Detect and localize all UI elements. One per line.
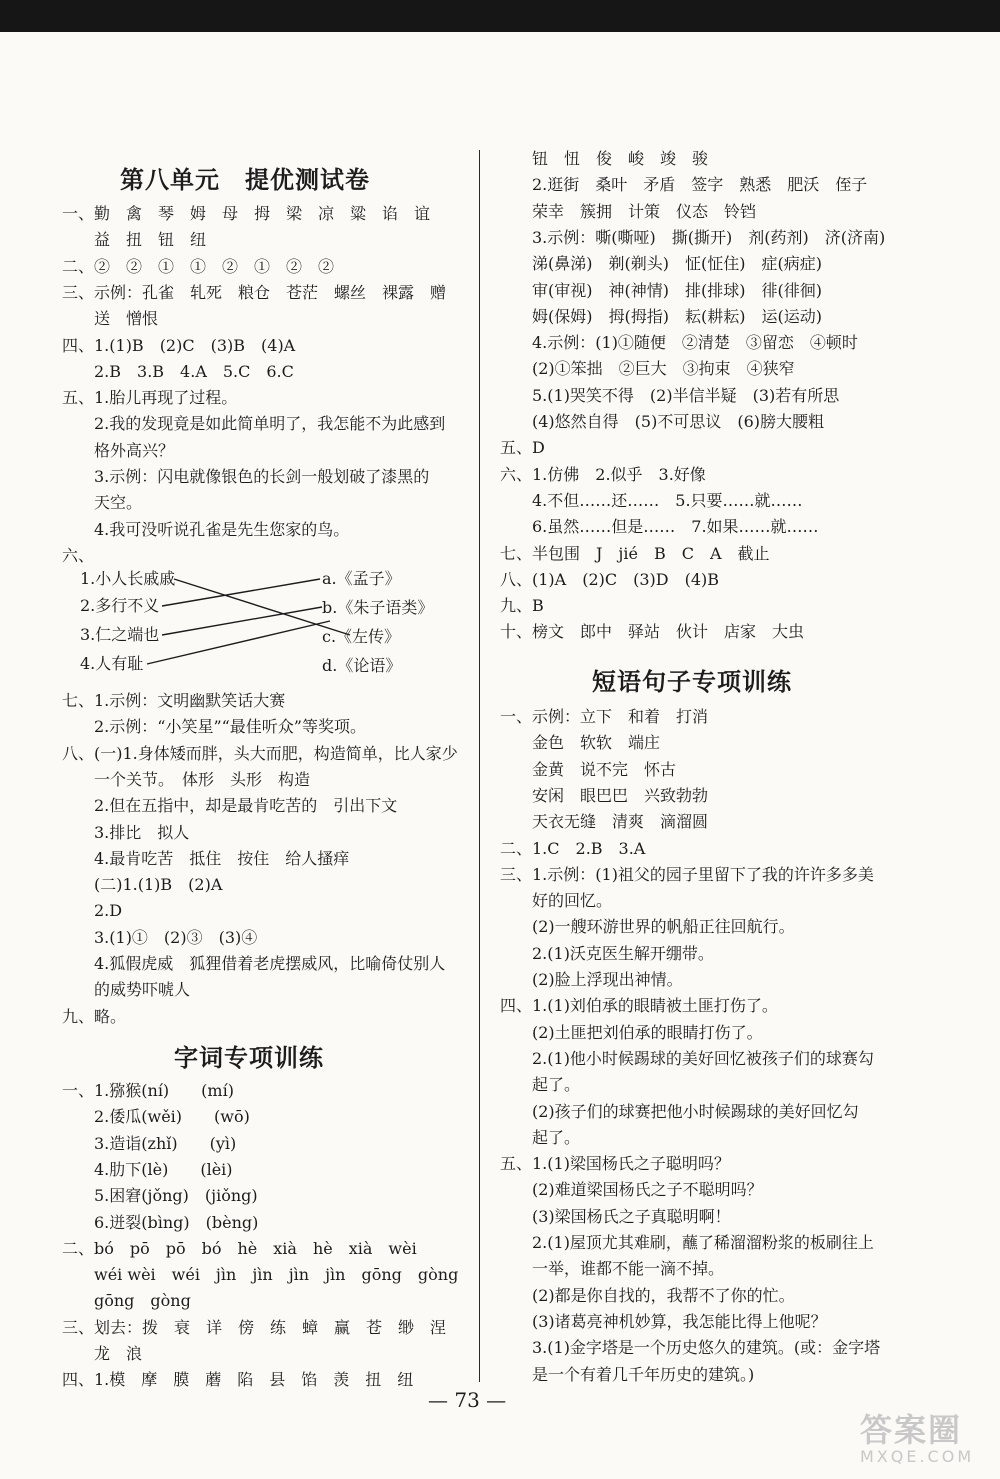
answer-line: (2)都是你自找的，我帮不了你的忙。 [500, 1285, 795, 1305]
answer-line: 四、1.(1)B (2)C (3)B (4)A [62, 335, 296, 355]
answer-line: 一、勤 禽 琴 姆 母 拇 梁 凉 粱 谄 谊 [62, 204, 431, 223]
answer-line: 3.排比 拟人 [62, 822, 190, 842]
answer-line: 格外高兴？ [62, 440, 175, 460]
answer-line: (2)脸上浮现出神情。 [500, 970, 683, 989]
answer-line: 二、② ② ① ① ② ① ② ② [62, 256, 335, 276]
matching-exercise [62, 565, 472, 685]
answer-line: 一、1.猕猴(ní) (mí) [62, 1081, 234, 1100]
answer-line: (2)孩子们的球赛把他小时候踢球的美好回忆勾 [500, 1101, 859, 1121]
match-left-item: 4.人有耻 [80, 654, 144, 673]
page-number: — 73 — [428, 1388, 507, 1412]
answer-line: (4)悠然自得 (5)不可思议 (6)膀大腰粗 [500, 412, 824, 431]
answer-line: 审(审视) 神(神情) 排(排球) 徘(徘徊) [500, 280, 822, 300]
answer-line: 三、划去：拨 衰 详 傍 练 蟑 赢 苍 缈 涅 [62, 1317, 447, 1337]
answer-line: 四、1.(1)刘伯承的眼睛被土匪打伤了。 [500, 996, 778, 1016]
section-heading-phrase-training: 短语句子专项训练 [592, 668, 792, 696]
answer-line: 4.我可没听说孔雀是先生您家的鸟。 [62, 519, 350, 539]
watermark-url: MXQE.COM [860, 1447, 975, 1466]
answer-line: 5.(1)哭笑不得 (2)半信半疑 (3)若有所思 [500, 385, 840, 405]
answer-line: 4.不但……还…… 5.只要……就…… [500, 490, 803, 510]
top-border-bar [0, 0, 1000, 32]
answer-line: 九、略。 [62, 1006, 127, 1026]
answer-line: (2)一艘环游世界的帆船正往回航行。 [500, 917, 795, 937]
answer-line: 八、(1)A (2)C (3)D (4)B [500, 569, 720, 589]
match-left-item: 2.多行不义 [80, 596, 160, 615]
answer-line: 金色 软软 端庄 [500, 733, 661, 753]
answer-line: 2.倭瓜(wěi) (wō) [62, 1107, 250, 1127]
answer-line: (二)1.(1)B (2)A [62, 875, 223, 895]
answer-line: 2.我的发现竟是如此简单明了，我怎能不为此感到 [62, 414, 446, 434]
section-heading-unit8: 第八单元 提优测试卷 [120, 166, 370, 194]
answer-line: gōng gòng [62, 1291, 191, 1311]
answer-line: (3)诸葛亮神机妙算，我怎能比得上他呢？ [500, 1311, 827, 1331]
answer-line: 天空。 [62, 493, 143, 513]
answer-line: 二、bó pō pō bó hè xià hè xià wèi [62, 1238, 417, 1258]
answer-line: 3.(1)金字塔是一个历史悠久的建筑。(或：金字塔 [500, 1338, 881, 1358]
answer-line: (3)梁国杨氏之子真聪明啊！ [500, 1206, 731, 1226]
answer-line: 二、1.C 2.B 3.A [500, 838, 646, 858]
answer-line: 2.(1)屋顶尤其难刷，蘸了稀溜溜粉浆的板刷往上 [500, 1233, 874, 1252]
answer-line: 八、(一)1.身体矮而胖，头大而肥，构造简单，比人家少 [62, 743, 458, 763]
watermark-logo [860, 1405, 990, 1467]
answer-line: 钮 忸 俊 峻 竣 骏 [500, 149, 709, 168]
match-right-item: d.《论语》 [322, 656, 402, 675]
answer-line: 2.但在五指中，却是最肯吃苦的 引出下文 [62, 796, 398, 816]
answer-line: 3.示例：嘶(嘶哑) 撕(撕开) 剂(药剂) 济(济南) [500, 227, 886, 247]
answer-line: 五、1.胎儿再现了过程。 [62, 388, 238, 408]
answer-line: 2.D [62, 901, 123, 921]
answer-line: 是一个有着几千年历史的建筑。) [500, 1364, 755, 1384]
match-left-item: 3.仁之端也 [80, 625, 160, 644]
answer-line: 四、1.模 摩 膜 蘑 陷 县 馅 羡 扭 纽 [62, 1370, 414, 1390]
answer-line: 九、B [500, 596, 544, 616]
answer-line: 荣幸 簇拥 计策 仪态 铃铛 [500, 201, 757, 221]
answer-line: 五、1.(1)梁国杨氏之子聪明吗？ [500, 1154, 730, 1174]
answer-line: 3.造诣(zhǐ) (yì) [62, 1133, 237, 1153]
answer-line: 一、示例：立下 和着 打消 [500, 707, 709, 726]
answer-line: 安闲 眼巴巴 兴致勃勃 [500, 785, 709, 805]
answer-line: 2.(1)沃克医生解开绷带。 [500, 943, 714, 963]
answer-line: 4.最肯吃苦 抵住 按住 给人搔痒 [62, 848, 350, 868]
section-heading-word-training: 字词专项训练 [174, 1044, 324, 1072]
answer-line: 一个关节。 体形 头形 构造 [62, 769, 311, 789]
answer-line: 送 憎恨 [62, 309, 159, 329]
match-right-item: a.《孟子》 [322, 569, 401, 588]
answer-line: 5.困窘(jǒng) (jiǒng) [62, 1186, 258, 1206]
answer-line: 天衣无缝 清爽 滴溜圆 [500, 812, 709, 832]
answer-line: 的威势吓唬人 [62, 980, 191, 1000]
answer-line: 一举，谁都不能一滴不掉。 [500, 1259, 725, 1279]
answer-line: 益 扭 钮 纽 [62, 230, 207, 250]
answer-line: 姆(保姆) 拇(拇指) 耘(耕耘) 运(运动) [500, 306, 822, 326]
answer-line: 涕(鼻涕) 剃(剃头) 怔(怔住) 症(病症) [500, 254, 822, 274]
match-right-item: c.《左传》 [322, 627, 401, 646]
answer-line: 4.狐假虎威 狐狸借着老虎摆威风，比喻倚仗别人 [62, 954, 446, 973]
answer-line: 五、D [500, 438, 545, 458]
answer-line: 2.(1)他小时候踢球的美好回忆被孩子们的球赛勾 [500, 1048, 874, 1068]
answer-line: 2.B 3.B 4.A 5.C 6.C [62, 361, 294, 381]
answer-line: 3.(1)① (2)③ (3)④ [62, 927, 258, 947]
answer-line: wéi wèi wéi jìn jìn jìn jìn gōng gòng [62, 1265, 459, 1285]
answer-line: 6.迸裂(bìng) (bèng) [62, 1212, 259, 1232]
answer-line: 4.示例：(1)①随便 ②清楚 ③留恋 ④顿时 [500, 333, 858, 353]
answer-line: 七、1.示例：文明幽默笑话大赛 [62, 691, 286, 710]
answer-line: 六、 [62, 545, 95, 565]
answer-line: 十、榜文 郎中 驿站 伙计 店家 大虫 [500, 622, 805, 642]
column-divider [479, 150, 480, 1382]
answer-line: 六、1.仿佛 2.似乎 3.好像 [500, 464, 706, 484]
answer-line: 4.肋下(lè) (lèi) [62, 1159, 233, 1179]
watermark-text: 答案圈 [860, 1411, 963, 1449]
answer-line: 七、半包围 J jié B C A 截止 [500, 543, 770, 563]
answer-line: 金黄 说不完 怀古 [500, 759, 677, 779]
answer-line: 三、示例：孔雀 轧死 粮仓 苍茫 螺丝 裸露 赠 [62, 282, 447, 302]
answer-line: (2)难道梁国杨氏之子不聪明吗？ [500, 1180, 763, 1200]
answer-line: 3.示例：闪电就像银色的长剑一般划破了漆黑的 [62, 467, 430, 486]
answer-line: 6.虽然……但是…… 7.如果……就…… [500, 517, 819, 537]
match-left-item: 1.小人长戚戚 [80, 569, 176, 588]
answer-line: 起了。 [500, 1127, 581, 1147]
answer-line: 三、1.示例：(1)祖父的园子里留下了我的许许多多美 [500, 864, 874, 884]
answer-line: 起了。 [500, 1075, 581, 1095]
answer-line: 2.示例：“小笑星”“最佳听众”等奖项。 [62, 717, 366, 737]
answer-line: 2.逛街 桑叶 矛盾 签字 熟悉 肥沃 侄子 [500, 175, 868, 195]
answer-line: (2)①笨拙 ②巨大 ③拘束 ④狭窄 [500, 359, 795, 379]
match-right-item: b.《朱子语类》 [322, 598, 434, 617]
answer-line: 龙 浪 [62, 1344, 143, 1363]
answer-line: (2)土匪把刘伯承的眼睛打伤了。 [500, 1022, 763, 1042]
answer-line: 好的回忆。 [500, 891, 613, 911]
